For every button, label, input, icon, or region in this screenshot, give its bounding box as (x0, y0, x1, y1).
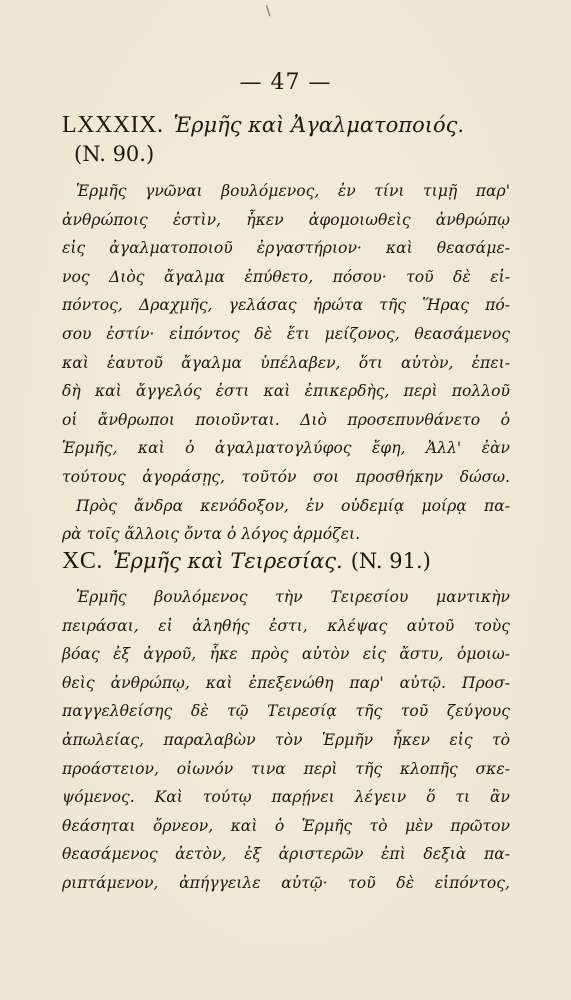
fable-numeral: LXXXIX. (62, 112, 164, 138)
text-line: βόας ἐξ ἀγροῦ, ἧκε πρὸς αὐτὸν εἰς ἄστυ, ὁμοιω- (62, 645, 510, 664)
text-line: ἀνθρώποις ἐστὶν, ἧκεν ἀφομοιωθεὶς ἀνθρώπῳ (62, 210, 510, 229)
text-line: ρὰ τοῖς ἄλλοις ὄντα ὁ λόγος ἁρμόζει. (62, 525, 361, 544)
fable-heading (62, 112, 510, 139)
text-line: εἰς ἀγαλματοποιοῦ ἐργαστήριον· καὶ θεασάμε- (62, 239, 510, 258)
fable-heading (62, 548, 510, 575)
page-number: — 47 — (239, 70, 332, 95)
text-line: Ἑρμῆς βουλόμενος τὴν Τειρεσίου μαντικὴν (76, 588, 510, 606)
fable-text (62, 583, 510, 898)
fable-90 (62, 548, 510, 898)
text-line: Πρὸς ἄνδρα κενόδοξον, ἐν οὐδεμίᾳ μοίρᾳ πα- (76, 496, 510, 515)
fable-text (62, 177, 510, 549)
text-line: σου ἐστίν· εἰπόντος δὲ ἔτι μείζονος, θεασάμενος (62, 324, 510, 343)
text-line: Ἑρμῆς, καὶ ὁ ἀγαλματογλύφος ἔφη, Ἀλλ' ἐὰν (62, 439, 510, 458)
text-line: ριπτάμενον, ἀπήγγειλε αὐτῷ· τοῦ δὲ εἰπόντος, (62, 873, 510, 892)
text-line: οἱ ἄνθρωποι ποιοῦνται. Διὸ προσεπυνθάνετο ὁ (62, 410, 510, 429)
text-line: τούτους ἀγοράσῃς, τοῦτόν σοι προσθήκην δώσω. (62, 467, 510, 486)
text-line: πόντος, Δραχμῆς, γελάσας ἠρώτα τῆς Ἥρας πό- (62, 296, 510, 315)
text-line: νος Διὸς ἄγαλμα ἐπύθετο, πόσου· τοῦ δὲ εἰ- (62, 267, 510, 286)
text-line: προάστειον, οἰωνόν τινα περὶ τῆς κλοπῆς σκε- (62, 759, 510, 778)
fable-title: Ἑρμῆς καὶ Ἀγαλματοποιός. (173, 113, 465, 137)
text-line: θεὶς ἀνθρώπῳ, καὶ ἐπεξενώθη παρ' αὐτῷ. Προσ- (62, 673, 510, 692)
margin-mark: \ (266, 4, 271, 19)
text-line: καὶ ἑαυτοῦ ἄγαλμα ὑπέλαβεν, ὅτι αὐτὸν, ἐπει- (62, 353, 510, 372)
text-line: ἀπωλείας, παραλαβὼν τὸν Ἑρμῆν ἧκεν εἰς τὸ (62, 730, 510, 749)
fable-source-number: (N. 90.) (74, 142, 155, 166)
text-line: παγγελθείσης δὲ τῷ Τειρεσίᾳ τῆς τοῦ ζεύγους (62, 702, 510, 721)
text-line: θεάσηται ὄρνεον, καὶ ὁ Ἑρμῆς τὸ μὲν πρῶτον (62, 816, 510, 835)
fable-source-number: (N. 91.) (350, 549, 431, 573)
text-line: πειράσαι, εἰ ἀληθής ἐστι, κλέψας αὐτοῦ τοὺς (62, 616, 510, 635)
fable-numeral: XC. (62, 548, 103, 574)
fable-89 (62, 112, 510, 549)
text-line: ψόμενος. Καὶ τούτῳ παρῄνει λέγειν ὅ τι ἂν (62, 788, 510, 807)
fable-title: Ἑρμῆς καὶ Τειρεσίας. (112, 549, 343, 573)
text-line: δὴ καὶ ἄγγελός ἐστι καὶ ἐπικερδὴς, περὶ πολλοῦ (62, 382, 510, 401)
text-line: Ἑρμῆς γνῶναι βουλόμενος, ἐν τίνι τιμῇ παρ' (76, 182, 510, 200)
text-line: θεασάμενος ἀετὸν, ἐξ ἀριστερῶν ἐπὶ δεξιὰ πα- (62, 845, 510, 864)
